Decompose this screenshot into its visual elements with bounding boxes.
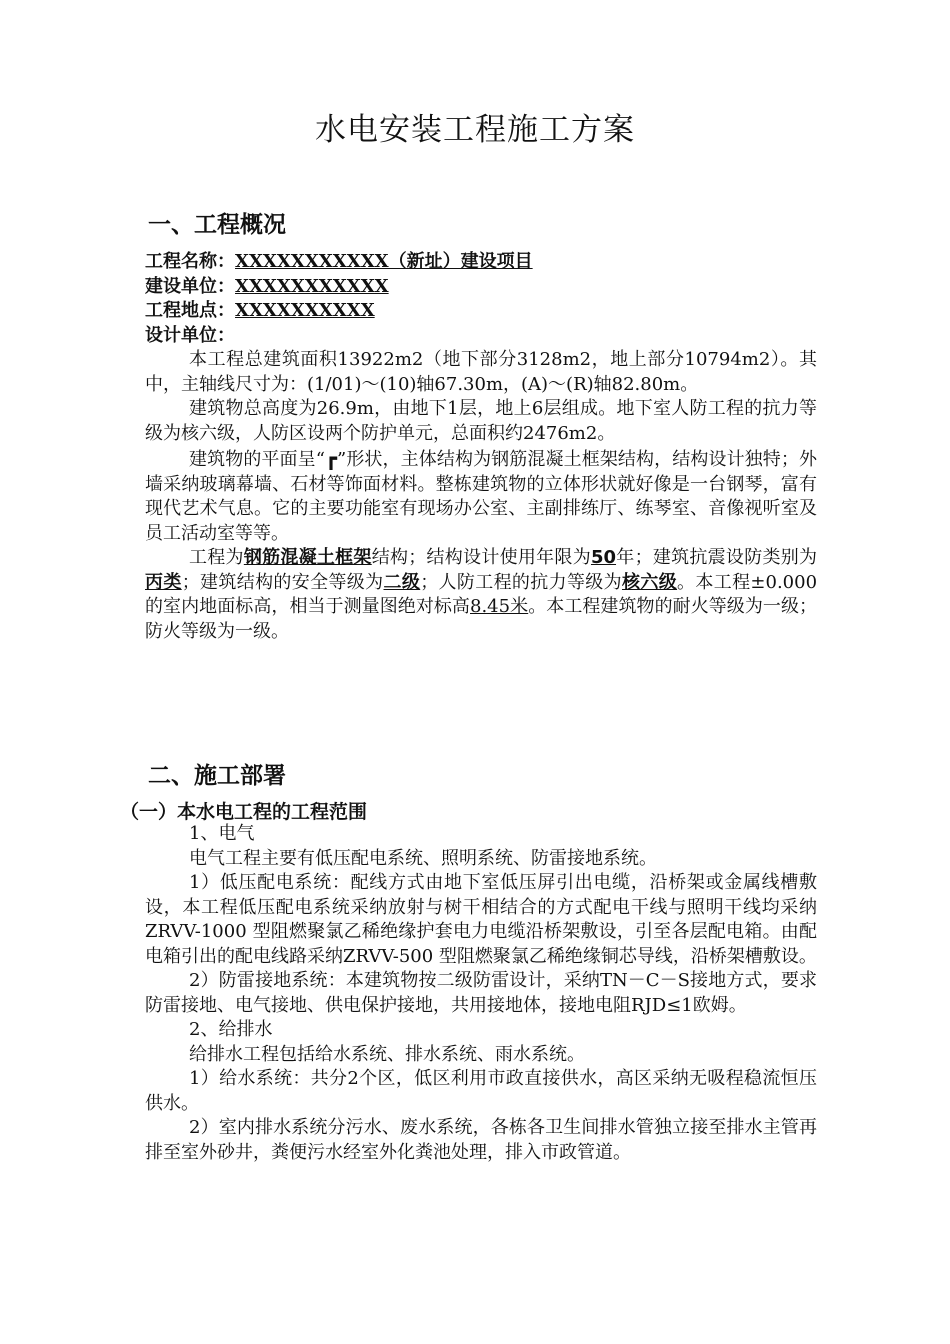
shape-text-after: ”形状，主体结构为钢筋混凝土框架结构，结构设计独特；外墙采纳玻璃幕墙、石材等饰面材料。整栋建筑物的立体形状就好像是一台钢琴，富有现代艺术气息。它的主要功能室有现场办公室、主副排练厅、练琴室、音像视听室及员工活动室等等。 — [145, 449, 818, 544]
text-run: ；建筑结构的安全等级为 — [181, 571, 384, 593]
paragraph-area: 本工程总建筑面积13922m2（地下部分3128m2，地上部分10794m2）。其中，主轴线尺寸为：(1/01)～(10)轴67.30m，(A)～(R)轴82.80m。 — [145, 349, 817, 395]
structure-type: 钢筋混凝土框架 — [243, 547, 372, 568]
civil-defense-grade: 核六级 — [622, 571, 678, 593]
section-heading-deployment: 二、施工部署 — [148, 763, 286, 789]
info-client — [145, 275, 817, 300]
paragraph-drainage: 2）室内排水系统分污水、废水系统，各栋各卫生间排水管独立接至排水主管再排至室外砂井，粪便污水经室外化粪池处理，排入市政管道。 — [145, 1117, 817, 1163]
document-title: 水电安装工程施工方案 — [315, 112, 635, 148]
text-run: 。本工程建筑物的耐火等级为一级；防火等级为一级。 — [145, 596, 818, 642]
plumbing-summary: 给排水工程包括给水系统、排水系统、雨水系统。 — [189, 1043, 585, 1065]
paragraph-structure — [145, 546, 817, 644]
l-shape-mark: ┏ — [324, 446, 338, 470]
info-value: XXXXXXXXXXX — [235, 275, 389, 297]
info-location — [145, 299, 817, 324]
text-run: ；人防工程的抗力等级为 — [420, 571, 622, 593]
design-life-years: 50 — [590, 547, 617, 568]
paragraph-water-supply: 1）给水系统：共分2个区，低区利用市政直接供水，高区采纳无吸程稳流恒压供水。 — [145, 1068, 817, 1114]
text-run: 结构；结构设计使用年限为 — [371, 547, 591, 568]
electrical-summary: 电气工程主要有低压配电系统、照明系统、防雷接地系统。 — [189, 847, 657, 869]
info-value: XXXXXXXXXXX（新址）建设项目 — [235, 251, 533, 272]
project-info-block — [145, 250, 817, 644]
info-project-name — [145, 250, 817, 275]
text-run: 工程为 — [189, 547, 244, 568]
info-label: 建设单位： — [145, 275, 235, 297]
absolute-elevation: 8.45米 — [470, 596, 529, 617]
scope-block — [145, 822, 817, 1165]
info-value: XXXXXXXXXX — [235, 300, 375, 321]
paragraph-lightning: 2）防雷接地系统：本建筑物按二级防雷设计，采纳TN－C－S接地方式，要求防雷接地、电气接地、供电保护接地，共用接地体，接地电阻RJD≤1欧姆。 — [145, 970, 817, 1016]
info-label: 工程地点： — [145, 300, 235, 321]
text-run: 。本工程±0.000的室内地面标高，相当于测量图绝对标高 — [145, 571, 818, 617]
text-run: 年；建筑抗震设防类别为 — [616, 547, 818, 568]
info-designer — [145, 324, 817, 349]
paragraph-height: 建筑物总高度为26.9m，由地下1层，地上6层组成。地下室人防工程的抗力等级为核六级，人防区设两个防护单元，总面积约2476m2。 — [145, 398, 817, 444]
shape-text-before: 建筑物的平面呈“ — [189, 449, 325, 470]
item-electrical-heading: 1、电气 — [189, 823, 255, 844]
safety-grade: 二级 — [383, 571, 421, 593]
paragraph-low-voltage: 1）低压配电系统：配线方式由地下室低压屏引出电缆，沿桥架或金属线槽敷设，本工程低压配电系统采纳放射与树干相结合的方式配电干线与照明干线均采纳ZRVV-1000 型阻燃聚氯乙稀绝缘护套电力电缆沿桥架敷设，引至各层配电箱。由配电箱引出的配电线路采纳ZRVV-500 型阻燃聚氯乙稀绝缘铜芯导线，沿桥架槽敷设。 — [145, 872, 817, 967]
info-label: 设计单位： — [145, 324, 235, 346]
info-label: 工程名称： — [145, 251, 235, 272]
paragraph-shape — [145, 446, 817, 546]
section-heading-overview: 一、工程概况 — [148, 212, 286, 238]
subsection-heading-scope: （一）本水电工程的工程范围 — [120, 801, 368, 823]
seismic-class: 丙类 — [145, 571, 182, 593]
item-plumbing-heading: 2、给排水 — [189, 1019, 273, 1040]
